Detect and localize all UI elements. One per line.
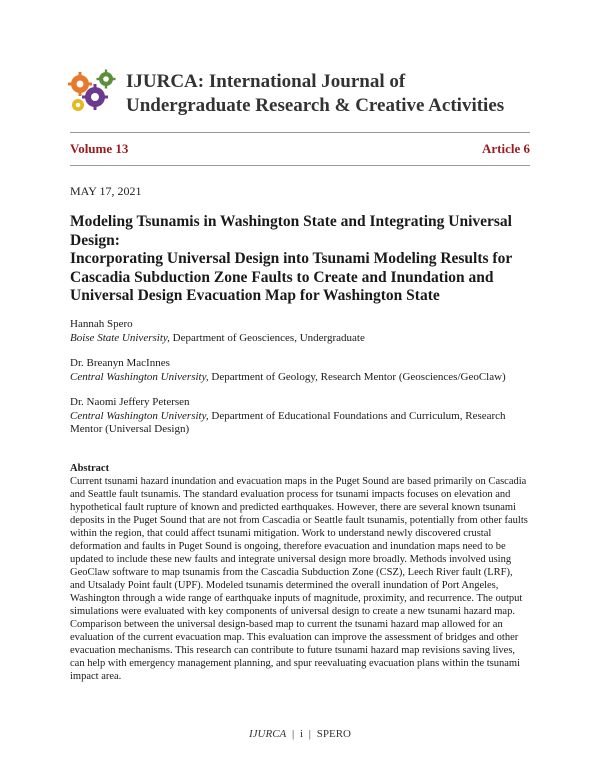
title-line: Modeling Tsunamis in Washington State and Integrating Universal	[70, 213, 512, 230]
author-name: Dr. Naomi Jeffery Petersen	[70, 396, 190, 408]
journal-title	[126, 70, 576, 118]
author-affiliation	[70, 371, 530, 385]
author-details: Department of Geosciences, Undergraduate	[169, 331, 365, 344]
publication-date: MAY 17, 2021	[70, 184, 142, 198]
author-institution: Central Washington University,	[70, 370, 209, 383]
header-divider-bottom	[70, 165, 530, 166]
abstract-section	[70, 462, 530, 683]
author-name: Hannah Spero	[70, 318, 133, 330]
author-block	[70, 357, 530, 384]
author-details: Department of Educational Foundations and Curriculum, Research Mentor (Universal Design)	[70, 409, 506, 435]
page-footer	[0, 728, 600, 740]
author-institution: Central Washington University,	[70, 409, 209, 422]
footer-page-number: i	[299, 728, 304, 740]
subtitle-line: Cascadia Subduction Zone Faults to Create and Inundation and	[70, 268, 494, 286]
volume-label: Volume 13	[70, 141, 129, 156]
abstract-heading: Abstract	[70, 463, 110, 474]
footer-journal: IJURCA	[249, 728, 287, 740]
title-line: Design:	[70, 231, 120, 249]
author-name: Dr. Breanyn MacInnes	[70, 357, 170, 369]
gear-yellow-icon	[72, 99, 84, 111]
subtitle-line: Universal Design Evacuation Map for Washington State	[70, 287, 440, 304]
author-affiliation	[70, 332, 530, 346]
author-details: Department of Geology, Research Mentor (Geosciences/GeoClaw)	[208, 370, 506, 383]
subtitle-line: Incorporating Universal Design into Tsunami Modeling Results for	[70, 250, 513, 267]
footer-separator: |	[308, 728, 311, 740]
gear-green-icon	[97, 70, 116, 89]
author-block	[70, 318, 530, 345]
journal-logo-gears-icon	[68, 68, 118, 114]
author-affiliation	[70, 410, 530, 437]
paper-title	[70, 213, 530, 306]
footer-separator: |	[292, 728, 295, 740]
author-institution: Boise State University,	[70, 331, 170, 344]
journal-title-line-2: Undergraduate Research & Creative Activities	[126, 95, 505, 116]
footer-author: SPERO	[316, 728, 351, 740]
article-label: Article 6	[481, 141, 530, 156]
header-divider-top	[70, 132, 530, 133]
journal-title-line-1: IJURCA: International Journal of	[126, 71, 406, 92]
abstract-body: Current tsunami hazard inundation and evacuation maps in the Puget Sound are based primarily on Cascadia and Seattle fault tsunamis. The standard evaluation process for tsunami impacts focuses on elevation and hypothetical fault rupture of known and predicted earthquakes. However, there are several known tsunami deposits in the Puget Sound that are not from Cascadia or Seattle fault tsunamis, potentially from other faults within the region, that could affect tsunami mitigation. Work to understand newly discovered crustal deformation and faults in Puget Sound is ongoing, therefore evacuation and inundation maps need to be updated to include these new faults and integrate universal design more broadly. Methods involved using GeoClaw software to map tsunamis from the Cascadia Subduction Zone (CSZ), Leech River fault (LRF), and Utsalady Point fault (UPF). Modeled tsunamis determined the overall inundation of Port Angeles, Washington through a wide range of earthquake inputs of magnitude, proximity, and recurrence. The output simulations were evaluated with key components of universal design to create a new tsunami hazard map. Comparison between the universal design-based map to current the tsunami hazard map allowed for an evaluation of the current evacuation map. This evaluation can improve the assessment of bridges and other evacuation mechanisms. This research can contribute to future tsunami hazard map revisions saving lives, can help with emergency management planning, and spur reevaluating evacuation plans within the tsunami impact area.	[70, 476, 528, 682]
author-block	[70, 396, 530, 437]
